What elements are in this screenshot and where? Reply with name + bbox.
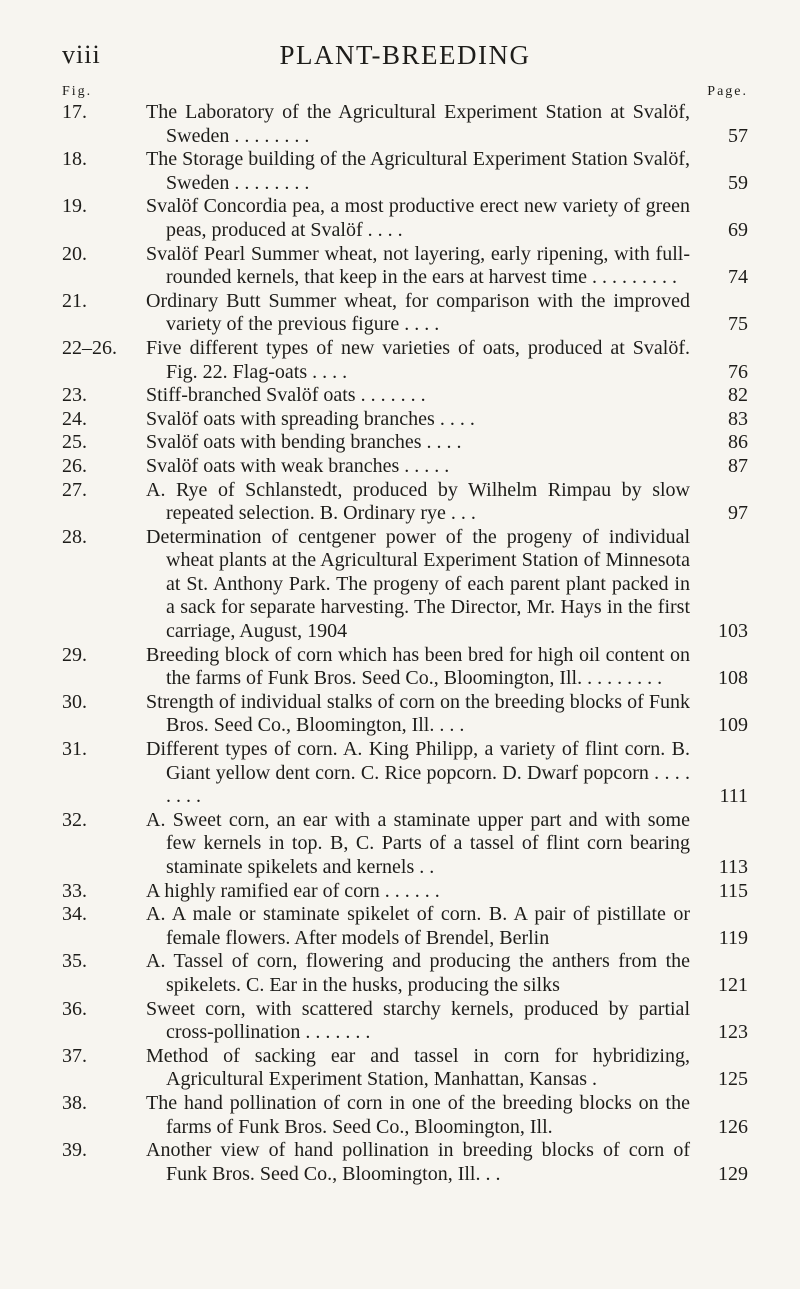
figure-caption: Five different types of new varieties of oats, produced at Svalöf. Fig. 22. Flag-oats . . . . xyxy=(146,336,690,383)
page-reference: 125 xyxy=(718,1068,748,1091)
figure-number: 28. xyxy=(62,525,87,548)
figure-caption: Ordinary Butt Summer wheat, for comparison with the improved variety of the previous figure . . . . xyxy=(146,289,690,336)
list-item xyxy=(62,290,748,337)
page-reference: 129 xyxy=(718,1162,748,1185)
list-item xyxy=(62,644,748,691)
list-item xyxy=(62,809,748,880)
list-item xyxy=(62,243,748,290)
figure-number: 24. xyxy=(62,407,87,430)
list-item xyxy=(62,691,748,738)
page-column-heading: Page. xyxy=(707,84,748,99)
figure-caption: Svalöf oats with weak branches . . . . . xyxy=(146,454,450,477)
figure-caption: Determination of centgener power of the progeny of individual wheat plants at the Agricultural Experiment Station of Minnesota at St. Anthony Park. The progeny of each parent plant packed in a sack for separate harvesting. The Director, Mr. Hays in the first carriage, August, 1904 xyxy=(146,525,690,643)
list-item xyxy=(62,880,748,904)
page-reference: 113 xyxy=(718,856,748,878)
list-item xyxy=(62,1045,748,1092)
page-number: viii xyxy=(62,40,101,69)
list-item xyxy=(62,148,748,195)
figure-number: 37. xyxy=(62,1044,87,1067)
page-reference: 119 xyxy=(718,926,748,949)
figure-caption: A. A male or staminate spikelet of corn. B. A pair of pistillate or female flowers. After models of Brendel, Berlin xyxy=(146,903,690,949)
page-reference: 74 xyxy=(728,266,748,289)
page-reference: 108 xyxy=(718,667,748,690)
figure-number: 34. xyxy=(62,903,87,926)
figure-number: 18. xyxy=(62,148,87,171)
figure-caption: Svalöf oats with spreading branches . . . . xyxy=(146,407,475,430)
page-reference: 123 xyxy=(718,1021,748,1044)
list-item xyxy=(62,998,748,1045)
page-reference: 82 xyxy=(728,384,748,407)
page-reference: 121 xyxy=(718,973,748,996)
figure-caption: Method of sacking ear and tassel in corn for hybridizing, Agricultural Experiment Station, Manhattan, Kansas . xyxy=(146,1044,690,1091)
figure-caption: Svalöf Concordia pea, a most productive erect new variety of green peas, produced at Svalöf . . . . xyxy=(146,195,690,241)
figure-caption: Breeding block of corn which has been bred for high oil content on the farms of Funk Bros. Seed Co., Bloomington, Ill. . . . . . . . . xyxy=(146,643,690,690)
figure-caption: A highly ramified ear of corn . . . . . . xyxy=(146,879,440,902)
figure-number: 33. xyxy=(62,879,87,902)
figure-number: 29. xyxy=(62,643,87,666)
page-reference: 59 xyxy=(728,171,748,194)
page-header xyxy=(62,40,748,80)
figure-number: 22–26. xyxy=(62,336,117,359)
figure-caption: Svalöf oats with bending branches . . . . xyxy=(146,431,462,454)
figure-number: 38. xyxy=(62,1091,87,1114)
list-item xyxy=(62,950,748,997)
list-item xyxy=(62,526,748,644)
figure-number: 19. xyxy=(62,195,87,218)
list-item xyxy=(62,101,748,148)
page-reference: 103 xyxy=(718,620,748,643)
figure-caption: Another view of hand pollination in breeding blocks of corn of Funk Bros. Seed Co., Bloomington, Ill. . . xyxy=(146,1139,690,1185)
figure-number: 27. xyxy=(62,478,87,501)
page-reference: 109 xyxy=(718,714,748,737)
figure-caption: A. Tassel of corn, flowering and producing the anthers from the spikelets. C. Ear in the husks, producing the silks xyxy=(146,950,690,996)
list-item xyxy=(62,455,748,479)
figure-number: 26. xyxy=(62,454,87,477)
figure-number: 36. xyxy=(62,997,87,1020)
page-reference: 86 xyxy=(728,431,748,454)
page-reference: 115 xyxy=(718,879,748,902)
figure-caption: Sweet corn, with scattered starchy kernels, produced by partial cross-pollination . . . . . . . xyxy=(146,997,690,1044)
figure-number: 17. xyxy=(62,101,87,123)
list-item xyxy=(62,479,748,526)
list-item xyxy=(62,431,748,455)
list-item xyxy=(62,903,748,950)
figure-number: 21. xyxy=(62,289,87,312)
page-reference: 87 xyxy=(728,454,748,477)
list-item xyxy=(62,1139,748,1186)
figure-number: 30. xyxy=(62,690,87,713)
figure-caption: A. Rye of Schlanstedt, produced by Wilhelm Rimpau by slow repeated selection. B. Ordinary rye . . . xyxy=(146,478,690,525)
list-item xyxy=(62,384,748,408)
running-title: PLANT-BREEDING xyxy=(279,40,531,70)
figure-number: 25. xyxy=(62,431,87,454)
figure-caption: A. Sweet corn, an ear with a staminate upper part and with some few kernels in top. B, C. Parts of a tassel of flint corn bearing staminate spikelets and kernels . . xyxy=(146,808,690,878)
figure-number: 39. xyxy=(62,1139,87,1162)
list-item xyxy=(62,408,748,432)
page-reference: 69 xyxy=(728,218,748,241)
figure-number: 23. xyxy=(62,384,87,407)
figure-number: 31. xyxy=(62,738,87,761)
list-item xyxy=(62,738,748,809)
list-item xyxy=(62,195,748,242)
page-reference: 126 xyxy=(718,1115,748,1138)
page-reference: 97 xyxy=(728,502,748,525)
figure-caption: Stiff-branched Svalöf oats . . . . . . . xyxy=(146,384,426,407)
figure-caption: The Laboratory of the Agricultural Experiment Station at Svalöf, Sweden . . . . . . . . xyxy=(146,101,690,147)
page-reference: 111 xyxy=(719,785,748,808)
page-reference: 75 xyxy=(728,313,748,336)
list-of-illustrations xyxy=(62,101,748,1186)
figure-number: 32. xyxy=(62,808,87,831)
list-item xyxy=(62,1092,748,1139)
figure-caption: Svalöf Pearl Summer wheat, not layering, early ripening, with full-rounded kernels, that keep in the ears at harvest time . . . . . . . . . xyxy=(146,242,690,289)
page-reference: 76 xyxy=(728,360,748,383)
figure-caption: The Storage building of the Agricultural Experiment Station Svalöf, Sweden . . . . . . . . xyxy=(146,148,690,194)
figure-column-heading: Fig. xyxy=(62,84,93,99)
page-reference: 57 xyxy=(728,124,748,147)
figure-caption: The hand pollination of corn in one of the breeding blocks on the farms of Funk Bros. Seed Co., Bloomington, Ill. xyxy=(146,1091,690,1138)
figure-caption: Strength of individual stalks of corn on the breeding blocks of Funk Bros. Seed Co., Bloomington, Ill. . . . xyxy=(146,690,690,737)
page-reference: 83 xyxy=(728,407,748,430)
figure-caption: Different types of corn. A. King Philipp, a variety of flint corn. B. Giant yellow dent corn. C. Rice popcorn. D. Dwarf popcorn . . . . . . . . xyxy=(146,738,690,808)
figure-number: 20. xyxy=(62,242,87,265)
list-item xyxy=(62,337,748,384)
figure-number: 35. xyxy=(62,950,87,973)
